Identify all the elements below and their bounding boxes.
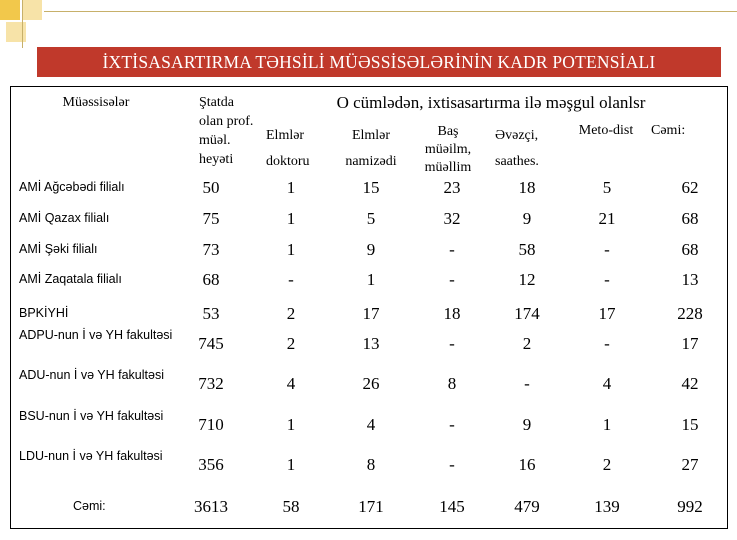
header-sum: Cəmi: (651, 123, 686, 138)
table-cell: 16 (518, 455, 536, 474)
table-cell: - (524, 374, 530, 393)
table-cell: 58 (282, 497, 300, 516)
table-cell: - (604, 240, 610, 259)
table-cell: 18 (443, 304, 461, 323)
table-cell: 9 (366, 240, 376, 259)
table-cell: 23 (443, 178, 461, 197)
table-cell: 68 (681, 240, 699, 259)
table-cell: 8 (366, 455, 376, 474)
table-cell: 58 (518, 240, 536, 259)
table-cell: 18 (518, 178, 536, 197)
page-title: İXTİSASARTIRMA TƏHSİLİ MÜƏSSİSƏLƏRİNİN KADR POTENSİALI (102, 51, 656, 72)
institution-name: BPKİYHİ (19, 306, 69, 320)
header-text: Elmlər (351, 128, 391, 143)
table-cell: 4 (286, 374, 296, 393)
table-cell: - (449, 334, 455, 353)
table-cell: 710 (198, 415, 224, 434)
table-cell: 3613 (194, 497, 228, 516)
title-bar (37, 47, 721, 77)
table-cell: - (449, 240, 455, 259)
header-part-time (495, 123, 567, 175)
table-cell: - (288, 270, 294, 289)
table-cell: 4 (602, 374, 612, 393)
table-cell: 68 (202, 270, 220, 289)
header-methodist: Meto-dist (578, 123, 634, 138)
institution-name: AMİ Ağcəbədi filialı (19, 180, 125, 194)
header-text: namizədi (345, 154, 397, 169)
table-cell: 745 (198, 334, 224, 353)
table-cell: 53 (202, 304, 220, 323)
total-label: Cəmi: (73, 499, 106, 513)
table-cell: 8 (447, 374, 457, 393)
institution-name: AMİ Zaqatala filialı (19, 272, 122, 286)
institution-name: AMİ Şəki filialı (19, 242, 98, 256)
table-cell: 15 (681, 415, 699, 434)
table-cell: 5 (366, 209, 376, 228)
table-cell: - (449, 415, 455, 434)
table-cell: 26 (362, 374, 380, 393)
institution-name: AMİ Qazax filialı (19, 211, 110, 225)
institution-name: LDU-nun İ və YH fakultəsi (19, 449, 163, 463)
table-cell: 1 (286, 178, 296, 197)
table-cell: - (604, 334, 610, 353)
table-cell: 21 (598, 209, 616, 228)
header-total-staff (199, 93, 269, 169)
table-cell: 9 (522, 209, 532, 228)
decor-line (44, 11, 737, 12)
decor-square-light (6, 22, 26, 42)
table-cell: 1 (286, 240, 296, 259)
table-cell: 4 (366, 415, 376, 434)
table-cell: 139 (594, 497, 620, 516)
institution-name: BSU-nun İ və YH fakultəsi (19, 409, 164, 423)
table-cell: 1 (286, 455, 296, 474)
header-text: olan prof. (199, 114, 254, 129)
table-cell: 13 (681, 270, 699, 289)
table-cell: 13 (362, 334, 380, 353)
header-text: Baş (437, 124, 459, 139)
header-text: saathes. (495, 154, 539, 169)
table-cell: 174 (514, 304, 540, 323)
institution-name: ADU-nun İ və YH fakultəsi (19, 368, 164, 382)
table-cell: 1 (286, 209, 296, 228)
table-cell: 228 (677, 304, 703, 323)
table-cell: 9 (522, 415, 532, 434)
table-cell: 15 (362, 178, 380, 197)
table-cell: 479 (514, 497, 540, 516)
table-cell: 5 (602, 178, 612, 197)
table-cell: 2 (522, 334, 532, 353)
table-cell: 27 (681, 455, 699, 474)
table-cell: 2 (286, 334, 296, 353)
table-cell: 2 (602, 455, 612, 474)
table-cell: 145 (439, 497, 465, 516)
header-text: müəilm, (424, 142, 472, 157)
header-text: Əvəzçi, (495, 128, 539, 143)
table-cell: - (449, 270, 455, 289)
header-text: doktoru (266, 154, 310, 169)
table-cell: 732 (198, 374, 224, 393)
table-cell: 1 (286, 415, 296, 434)
table-cell: 356 (198, 455, 224, 474)
decor-square-light (22, 0, 42, 20)
table-cell: 62 (681, 178, 699, 197)
header-text: müəllim (424, 160, 472, 175)
header-candidates (336, 123, 406, 175)
header-institutions: Müəssisələr (62, 95, 130, 110)
table-cell: 32 (443, 209, 461, 228)
table-cell: 75 (202, 209, 220, 228)
table-cell: 17 (598, 304, 616, 323)
header-doctors (266, 123, 336, 175)
table-cell: 17 (681, 334, 699, 353)
table-cell: 68 (681, 209, 699, 228)
table-cell: 42 (681, 374, 699, 393)
table-cell: 50 (202, 178, 220, 197)
table-cell: - (604, 270, 610, 289)
header-group: O cümlədən, ixtisasartırma ilə məşgul olanlsr (336, 93, 646, 112)
table-cell: 992 (677, 497, 703, 516)
institution-name: ADPU-nun İ və YH fakultəsi (19, 328, 173, 342)
table-cell: 17 (362, 304, 380, 323)
header-text: müəl. (199, 133, 231, 148)
header-text: Elmlər (266, 128, 305, 143)
table-cell: 73 (202, 240, 220, 259)
table-cell: 171 (358, 497, 384, 516)
decor-vertical-line (22, 0, 23, 48)
header-text: Ştatda (199, 95, 234, 110)
table-cell: 2 (286, 304, 296, 323)
table-cell: - (449, 455, 455, 474)
header-text: heyəti (199, 152, 234, 167)
table-cell: 12 (518, 270, 536, 289)
table-cell: 1 (366, 270, 376, 289)
decor-square-gold (0, 0, 20, 20)
table-cell: 1 (602, 415, 612, 434)
staff-table (10, 86, 728, 529)
header-lecturers (413, 123, 483, 177)
